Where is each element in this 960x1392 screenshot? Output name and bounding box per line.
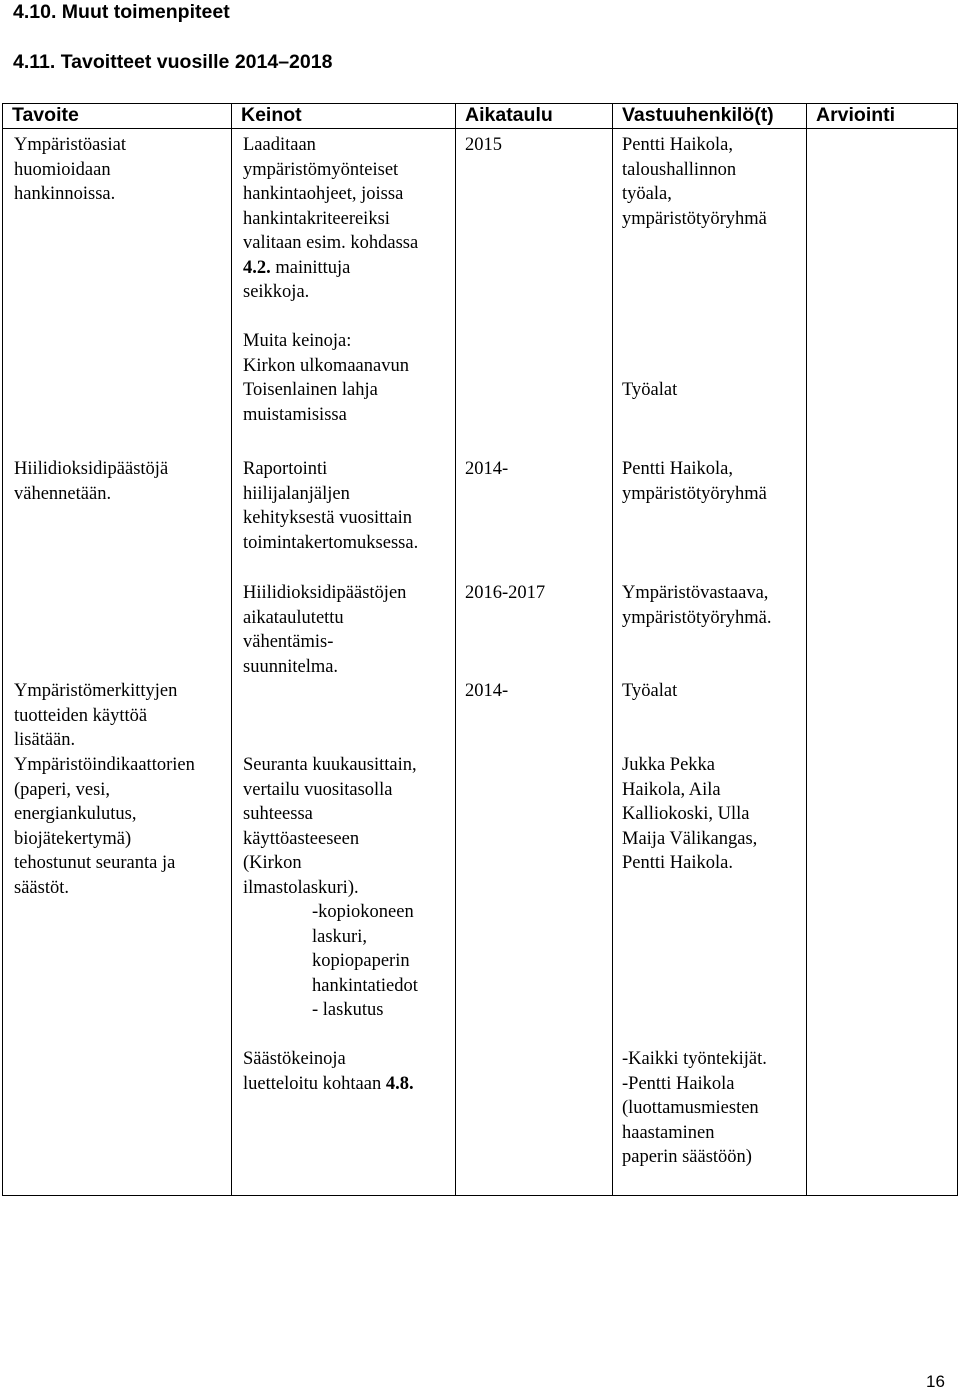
goal-eco-label-products: Ympäristömerkittyjen tuotteiden käyttöä lisätään.: [14, 681, 178, 750]
responsible-procurement: Pentti Haikola, taloushallinnon työala, ympäristötyöryhmä: [622, 135, 767, 229]
goals-table: [2, 103, 958, 1196]
responsible-workareas-b: Työalat: [622, 681, 678, 701]
responsible-monitoring: Jukka Pekka Haikola, Aila Kalliokoski, Ulla Maija Välikangas, Pentti Haikola.: [622, 755, 758, 873]
responsible-reduction-plan: Ympäristövastaava, ympäristötyöryhmä.: [622, 583, 772, 628]
goal-co2-reduction: Hiilidioksidipäästöjä vähennetään.: [14, 459, 169, 504]
means-procurement-guidelines-ref-text: mainittuja: [270, 257, 351, 278]
column-tavoite: [3, 129, 232, 1196]
column-header-arviointi: Arviointi: [807, 104, 958, 129]
goal-environmental-indicators: Ympäristöindikaattorien (paperi, vesi, energiankulutus, biojätekertymä) tehostunut seuranta ja säästöt.: [14, 755, 195, 898]
means-monitoring-items: -kopiokoneen laskuri, kopiopaperin hankintatiedot - laskutus: [312, 902, 418, 1020]
section-heading-muut-toimenpiteet: 4.10. Muut toimenpiteet: [13, 1, 230, 23]
section-reference: 4.8.: [385, 1073, 414, 1094]
table-header-row: [3, 104, 958, 129]
means-savings-ref: [243, 1072, 414, 1097]
page-number: 16: [926, 1372, 945, 1391]
means-reporting: Raportointi hiilijalanjäljen kehityksestä vuosittain toimintakertomuksessa.: [243, 459, 419, 553]
section-reference: 4.2.: [243, 257, 271, 278]
column-header-vastuuhenkilo: Vastuuhenkilö(t): [613, 104, 807, 129]
means-savings: Säästökeinoja: [243, 1049, 346, 1069]
means-procurement-guidelines-end: seikkoja.: [243, 282, 310, 302]
schedule-2015: 2015: [465, 135, 502, 155]
means-procurement-guidelines-ref: [243, 256, 350, 281]
column-vastuuhenkilo: [613, 129, 807, 1196]
means-monitoring: Seuranta kuukausittain, vertailu vuositasolla suhteessa käyttöasteeseen (Kirkon ilmastolaskuri).: [243, 755, 417, 898]
section-heading-tavoitteet: 4.11. Tavoitteet vuosille 2014–2018: [13, 51, 333, 73]
column-header-keinot: Keinot: [232, 104, 456, 129]
column-keinot: [232, 129, 456, 1196]
schedule-2014-a: 2014-: [465, 459, 509, 479]
column-header-aikataulu: Aikataulu: [456, 104, 613, 129]
responsible-savings: -Kaikki työntekijät. -Pentti Haikola (luottamusmiesten haastaminen paperin säästöön): [622, 1049, 767, 1167]
responsible-workareas-a: Työalat: [622, 380, 678, 400]
means-savings-ref-text: luetteloitu kohtaan: [243, 1073, 386, 1094]
responsible-reporting: Pentti Haikola, ympäristötyöryhmä: [622, 459, 767, 504]
means-reduction-plan: Hiilidioksidipäästöjen aikataulutettu vähentämis- suunnitelma.: [243, 583, 407, 677]
column-arviointi: [807, 129, 958, 1196]
column-header-tavoite: Tavoite: [3, 104, 232, 129]
table-body-row: [3, 129, 958, 1196]
means-procurement-guidelines: Laaditaan ympäristömyönteiset hankintaohjeet, joissa hankintakriteereiksi valitaan esim. kohdassa: [243, 135, 419, 253]
column-aikataulu: [456, 129, 613, 1196]
schedule-2014-b: 2014-: [465, 681, 509, 701]
schedule-2016-2017: 2016-2017: [465, 583, 546, 603]
goal-procurement: Ympäristöasiat huomioidaan hankinnoissa.: [14, 135, 127, 204]
means-other: Muita keinoja: Kirkon ulkomaanavun Toisenlainen lahja muistamisissa: [243, 331, 409, 425]
